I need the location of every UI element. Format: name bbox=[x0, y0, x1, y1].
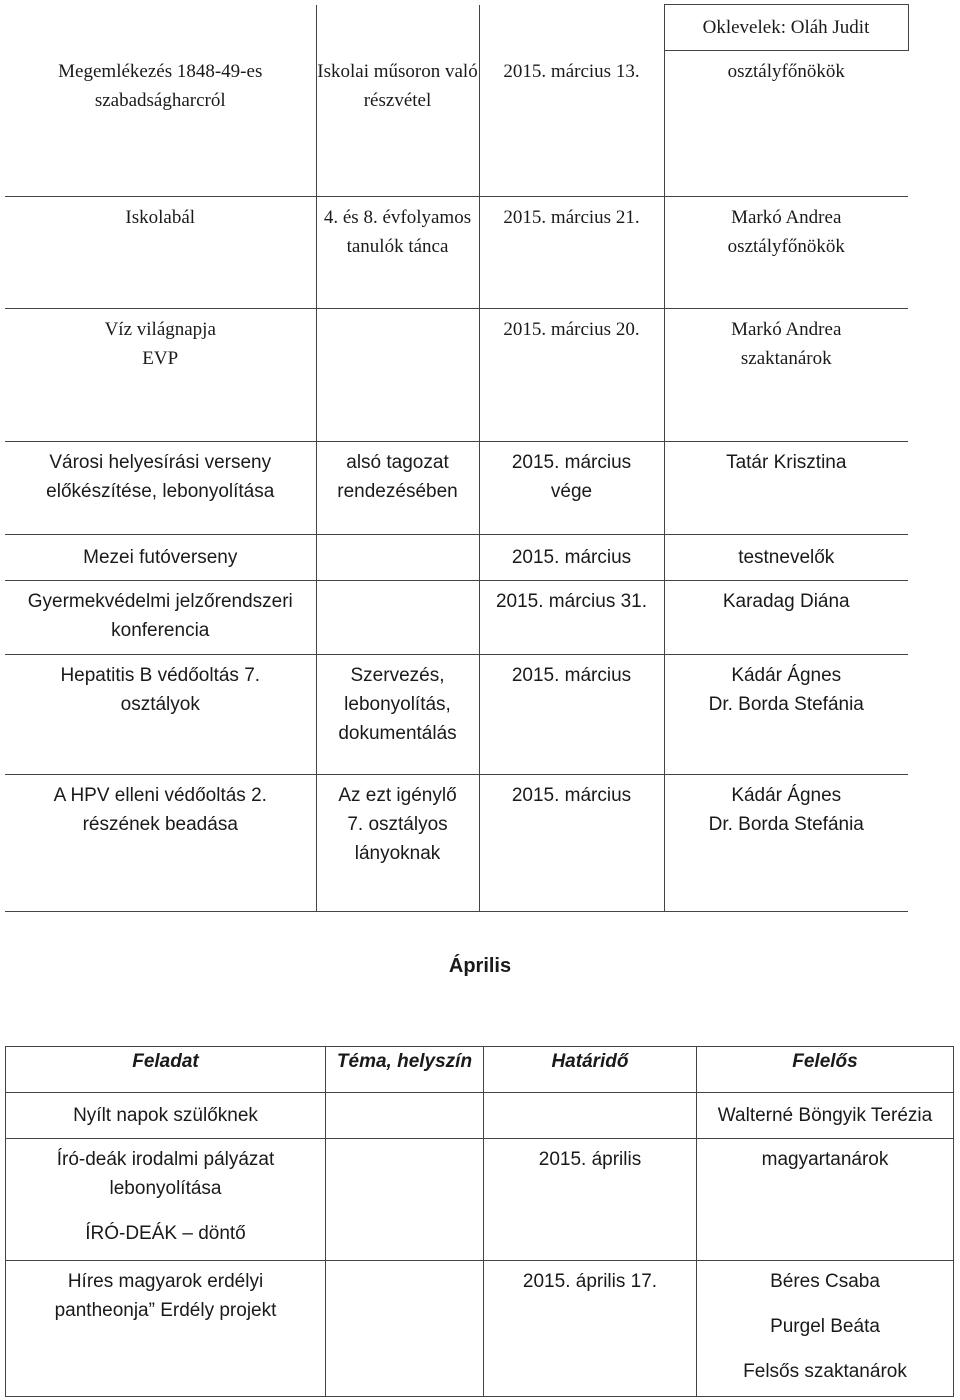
table-cell bbox=[664, 581, 908, 655]
table-cell bbox=[326, 1093, 484, 1139]
table-cell bbox=[484, 1139, 697, 1261]
cell-text: Városi helyesírási verseny előkészítése, lebonyolítása bbox=[46, 452, 275, 502]
table-cell bbox=[479, 535, 664, 581]
table-cell bbox=[5, 442, 316, 535]
table-row bbox=[5, 535, 908, 581]
certificates-text: Oklevelek: Oláh Judit bbox=[702, 17, 870, 38]
cell-text: 2015. március bbox=[511, 785, 632, 806]
cell-text: 2015. március 20. bbox=[503, 319, 640, 340]
cell-text: Iskolabál bbox=[125, 207, 196, 228]
table-row bbox=[5, 442, 908, 535]
table-row bbox=[5, 775, 908, 912]
table-row bbox=[5, 581, 908, 655]
cell-text: 2015. március 31. bbox=[495, 591, 648, 612]
table-cell bbox=[6, 1261, 326, 1397]
table-cell bbox=[664, 197, 908, 309]
cell-text: Walterné Böngyik Terézia bbox=[717, 1105, 933, 1126]
table-cell bbox=[664, 775, 908, 912]
cell-text: Mezei futóverseny bbox=[83, 547, 238, 568]
table-row bbox=[5, 309, 908, 442]
cell-text: Nyílt napok szülőknek bbox=[73, 1105, 258, 1126]
table-cell bbox=[664, 442, 908, 535]
cell-text: Felsős szaktanárok bbox=[743, 1361, 907, 1382]
table-row bbox=[6, 1093, 954, 1139]
cell-text: Kádár Ágnes bbox=[731, 785, 842, 806]
cell-text: 2015. március 21. bbox=[503, 207, 640, 228]
table-cell bbox=[484, 1093, 697, 1139]
march-activities-table bbox=[5, 4, 909, 912]
table-row bbox=[5, 51, 908, 197]
cell-text: testnevelők bbox=[738, 547, 835, 568]
table-cell bbox=[316, 5, 479, 51]
certificates-cell bbox=[664, 5, 908, 51]
table-cell bbox=[316, 581, 479, 655]
cell-text: Markó Andrea bbox=[731, 319, 842, 340]
cell-text: Híres magyarok erdélyi pantheonja” Erdély projekt bbox=[54, 1271, 277, 1321]
cell-text: Dr. Borda Stefánia bbox=[708, 814, 864, 835]
table-cell bbox=[5, 535, 316, 581]
table-row bbox=[5, 197, 908, 309]
table-cell bbox=[479, 442, 664, 535]
table-cell bbox=[316, 197, 479, 309]
cell-text: 2015. április bbox=[538, 1149, 642, 1170]
table-cell bbox=[5, 581, 316, 655]
cell-text: osztályfőnökök bbox=[727, 236, 845, 257]
table-cell bbox=[484, 1261, 697, 1397]
cell-text: 2015. március 13. bbox=[503, 60, 640, 82]
cell-text: Víz világnapja bbox=[104, 319, 216, 340]
table-cell bbox=[664, 655, 908, 775]
cell-text: A HPV elleni védőoltás 2. részének beadása bbox=[53, 785, 267, 835]
table-cell bbox=[316, 535, 479, 581]
table-cell bbox=[479, 197, 664, 309]
table-cell bbox=[5, 5, 316, 51]
header-feladat: Feladat bbox=[6, 1047, 326, 1093]
table-cell bbox=[697, 1139, 954, 1261]
table-cell bbox=[697, 1093, 954, 1139]
cell-text: Gyermekvédelmi jelzőrendszeri konferencia bbox=[27, 591, 293, 641]
cell-text: osztályfőnökök bbox=[727, 61, 845, 82]
cell-text: Író-deák irodalmi pályázat lebonyolítása bbox=[56, 1149, 275, 1199]
cell-text: 2015. március vége bbox=[511, 452, 632, 502]
table-cell bbox=[5, 51, 316, 197]
table-row bbox=[5, 655, 908, 775]
table-cell bbox=[479, 51, 664, 197]
table-cell bbox=[316, 51, 479, 197]
table-cell bbox=[316, 309, 479, 442]
table-row bbox=[5, 5, 908, 51]
table-header-row bbox=[6, 1047, 954, 1093]
cell-text: 2015. március bbox=[511, 665, 632, 686]
cell-text: 4. és 8. évfolyamos tanulók tánca bbox=[323, 207, 472, 257]
table-cell bbox=[316, 775, 479, 912]
cell-text: Tatár Krisztina bbox=[726, 452, 847, 473]
table-cell bbox=[664, 535, 908, 581]
cell-text: Iskolai műsoron való részvétel bbox=[317, 60, 478, 111]
table-cell bbox=[5, 775, 316, 912]
table-cell bbox=[697, 1261, 954, 1397]
cell-text: Szervezés, lebonyolítás, dokumentálás bbox=[338, 665, 457, 744]
table-cell bbox=[664, 51, 908, 197]
table-cell bbox=[5, 309, 316, 442]
cell-text: 2015. április 17. bbox=[522, 1271, 658, 1292]
cell-text: Purgel Beáta bbox=[770, 1316, 880, 1337]
cell-text: Megemlékezés 1848-49-es szabadságharcról bbox=[58, 60, 263, 111]
table-cell bbox=[5, 197, 316, 309]
table-cell bbox=[479, 775, 664, 912]
table-cell bbox=[6, 1139, 326, 1261]
header-tema: Téma, helyszín bbox=[326, 1047, 484, 1093]
table-cell bbox=[326, 1139, 484, 1261]
cell-text: szaktanárok bbox=[740, 348, 832, 369]
table-cell bbox=[479, 5, 664, 51]
cell-text: Karadag Diána bbox=[722, 591, 850, 612]
april-activities-table bbox=[5, 1046, 954, 1397]
cell-text: Hepatitis B védőoltás 7. osztályok bbox=[60, 665, 261, 715]
cell-text: Az ezt igénylő 7. osztályos lányoknak bbox=[338, 785, 457, 864]
header-felelos: Felelős bbox=[697, 1047, 954, 1093]
table-cell bbox=[664, 309, 908, 442]
cell-text: magyartanárok bbox=[761, 1149, 889, 1170]
table-cell bbox=[316, 442, 479, 535]
cell-text: Kádár Ágnes bbox=[731, 665, 842, 686]
cell-text: ÍRÓ-DEÁK – döntő bbox=[85, 1223, 246, 1244]
cell-text: 2015. március bbox=[511, 547, 632, 568]
table-cell bbox=[479, 581, 664, 655]
cell-text: alsó tagozat rendezésében bbox=[337, 452, 458, 502]
april-heading: Április bbox=[448, 955, 512, 977]
header-hatarido: Határidő bbox=[484, 1047, 697, 1093]
cell-text: Markó Andrea bbox=[731, 207, 842, 228]
cell-text: EVP bbox=[142, 348, 179, 369]
table-cell bbox=[316, 655, 479, 775]
table-row bbox=[6, 1139, 954, 1261]
table-cell bbox=[5, 655, 316, 775]
table-cell bbox=[479, 309, 664, 442]
cell-text: Béres Csaba bbox=[770, 1271, 880, 1292]
table-cell bbox=[479, 655, 664, 775]
cell-text: Dr. Borda Stefánia bbox=[708, 694, 864, 715]
table-row bbox=[6, 1261, 954, 1397]
table-cell bbox=[6, 1093, 326, 1139]
table-cell bbox=[326, 1261, 484, 1397]
